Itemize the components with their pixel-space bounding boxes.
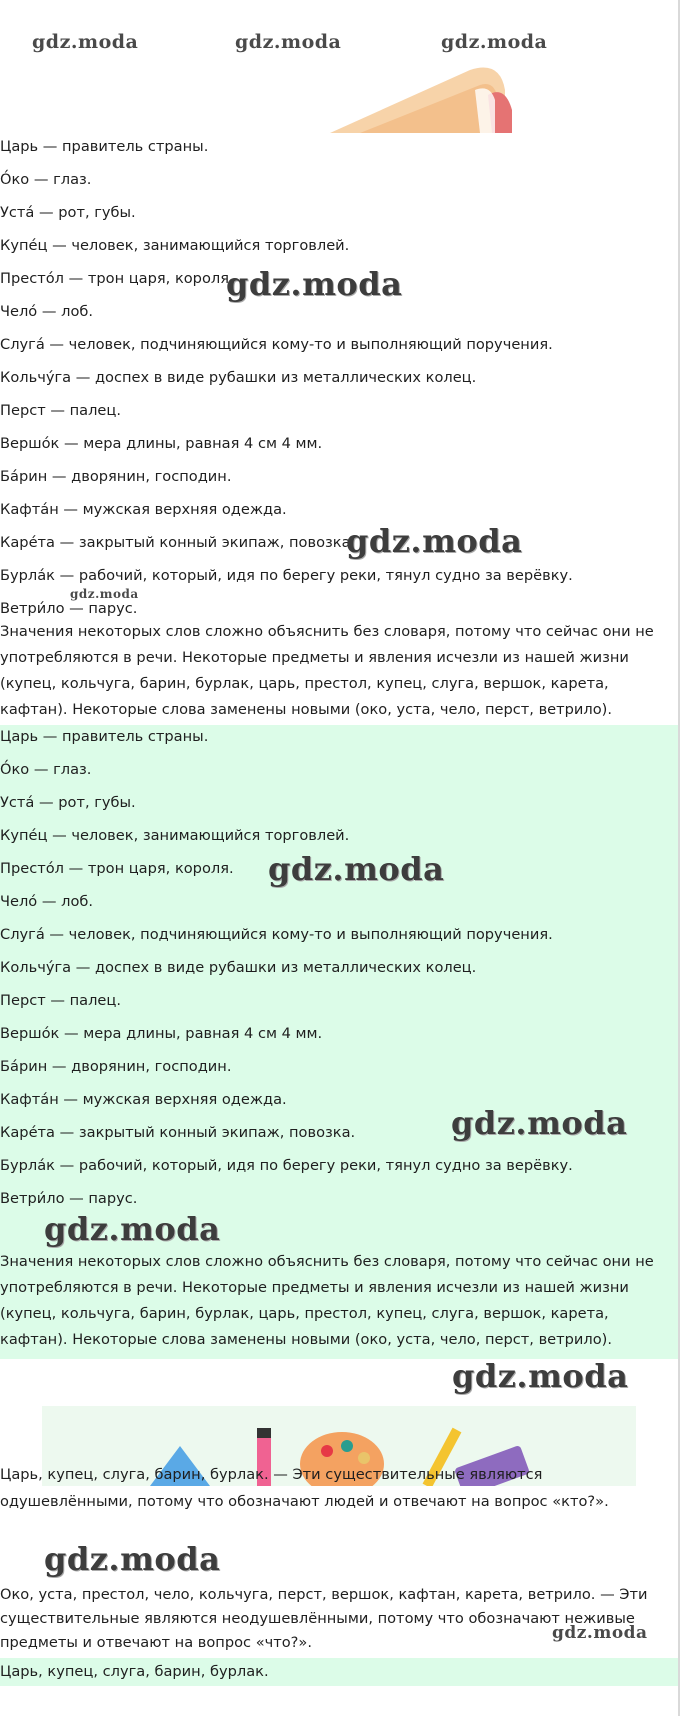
list-item: Кафта́н — мужская верхняя одежда. xyxy=(0,501,287,518)
list-item: Чело́ — лоб. xyxy=(0,303,94,320)
list-item: Уста́ — рот, губы. xyxy=(0,204,136,221)
watermark: gdz.moda xyxy=(226,265,403,303)
explanation-paragraph-highlighted: Значения некоторых слов сложно объяснить без словаря, потому что сейчас они не употребляются в речи. Некоторые предметы и явления исчезли из нашей жизни (купец, кольчуга, барин, бурлак, царь, престол, купец, слуга, вершок, карета, кафтан). Некоторые слова заменены новыми (око, уста, чело, перст, ветрило). xyxy=(0,1253,654,1348)
list-item: Ба́рин — дворянин, господин. xyxy=(0,1058,232,1075)
watermark: gdz.moda xyxy=(32,31,139,53)
list-item: Бурла́к — рабочий, который, идя по берегу реки, тянул судно за верёвку. xyxy=(0,567,573,584)
inanimate-nouns-paragraph: Око, уста, престол, чело, кольчуга, перст, вершок, кафтан, карета, ветрило. — Эти существительные являются неодушевлёнными, потому что обозначают неживые предметы и отвечают на вопрос «что?». xyxy=(0,1586,648,1651)
watermark: gdz.moda xyxy=(44,1210,221,1248)
watermark: gdz.moda xyxy=(451,1104,628,1142)
watermark: gdz.moda xyxy=(441,31,548,53)
list-item: Вершо́к — мера длины, равная 4 см 4 мм. xyxy=(0,435,323,452)
list-item: Царь — правитель страны. xyxy=(0,138,209,155)
list-item: О́ко — глаз. xyxy=(0,171,92,188)
list-item: Ветри́ло — парус. xyxy=(0,1190,138,1207)
explanation-paragraph: Значения некоторых слов сложно объяснить без словаря, потому что сейчас они не употребляются в речи. Некоторые предметы и явления исчезли из нашей жизни (купец, кольчуга, барин, бурлак, царь, престол, купец, слуга, вершок, карета, кафтан). Некоторые слова заменены новыми (око, уста, чело, перст, ветрило). xyxy=(0,623,654,718)
list-item: Перст — палец. xyxy=(0,402,121,419)
list-item: Престо́л — трон царя, короля. xyxy=(0,860,234,877)
book-illustration xyxy=(0,0,680,133)
watermark: gdz.moda xyxy=(452,1357,629,1395)
top-banner-image xyxy=(0,0,680,133)
watermark: gdz.moda xyxy=(235,31,342,53)
watermark: gdz.moda xyxy=(552,1623,648,1643)
answer-line: Царь, купец, слуга, барин, бурлак. xyxy=(0,1663,269,1680)
list-item: Каре́та — закрытый конный экипаж, повозка. xyxy=(0,534,356,551)
watermark: gdz.moda xyxy=(346,522,523,560)
list-item: Уста́ — рот, губы. xyxy=(0,794,136,811)
list-item: Купе́ц — человек, занимающийся торговлей. xyxy=(0,827,350,844)
list-item: Купе́ц — человек, занимающийся торговлей. xyxy=(0,237,350,254)
list-item: Вершо́к — мера длины, равная 4 см 4 мм. xyxy=(0,1025,323,1042)
list-item: Кольчу́га — доспех в виде рубашки из металлических колец. xyxy=(0,369,477,386)
animate-nouns-paragraph: Царь, купец, слуга, барин, бурлак. — Эти существительные являются одушевлёнными, потому что обозначают людей и отвечают на вопрос «кто?». xyxy=(0,1466,609,1510)
list-item: Слуга́ — человек, подчиняющийся кому-то и выполняющий поручения. xyxy=(0,926,553,943)
list-item: Каре́та — закрытый конный экипаж, повозка. xyxy=(0,1124,356,1141)
list-item: Бурла́к — рабочий, который, идя по берегу реки, тянул судно за верёвку. xyxy=(0,1157,573,1174)
list-item: Кольчу́га — доспех в виде рубашки из металлических колец. xyxy=(0,959,477,976)
watermark: gdz.moda xyxy=(268,850,445,888)
list-item: Чело́ — лоб. xyxy=(0,893,94,910)
list-item: Престо́л — трон царя, короля. xyxy=(0,270,234,287)
list-item: Кафта́н — мужская верхняя одежда. xyxy=(0,1091,287,1108)
watermark: gdz.moda xyxy=(70,587,139,601)
list-item: Ба́рин — дворянин, господин. xyxy=(0,468,232,485)
list-item: О́ко — глаз. xyxy=(0,761,92,778)
list-item: Ветри́ло — парус. xyxy=(0,600,138,617)
list-item: Слуга́ — человек, подчиняющийся кому-то и выполняющий поручения. xyxy=(0,336,553,353)
list-item: Перст — палец. xyxy=(0,992,121,1009)
watermark: gdz.moda xyxy=(44,1540,221,1578)
list-item: Царь — правитель страны. xyxy=(0,728,209,745)
